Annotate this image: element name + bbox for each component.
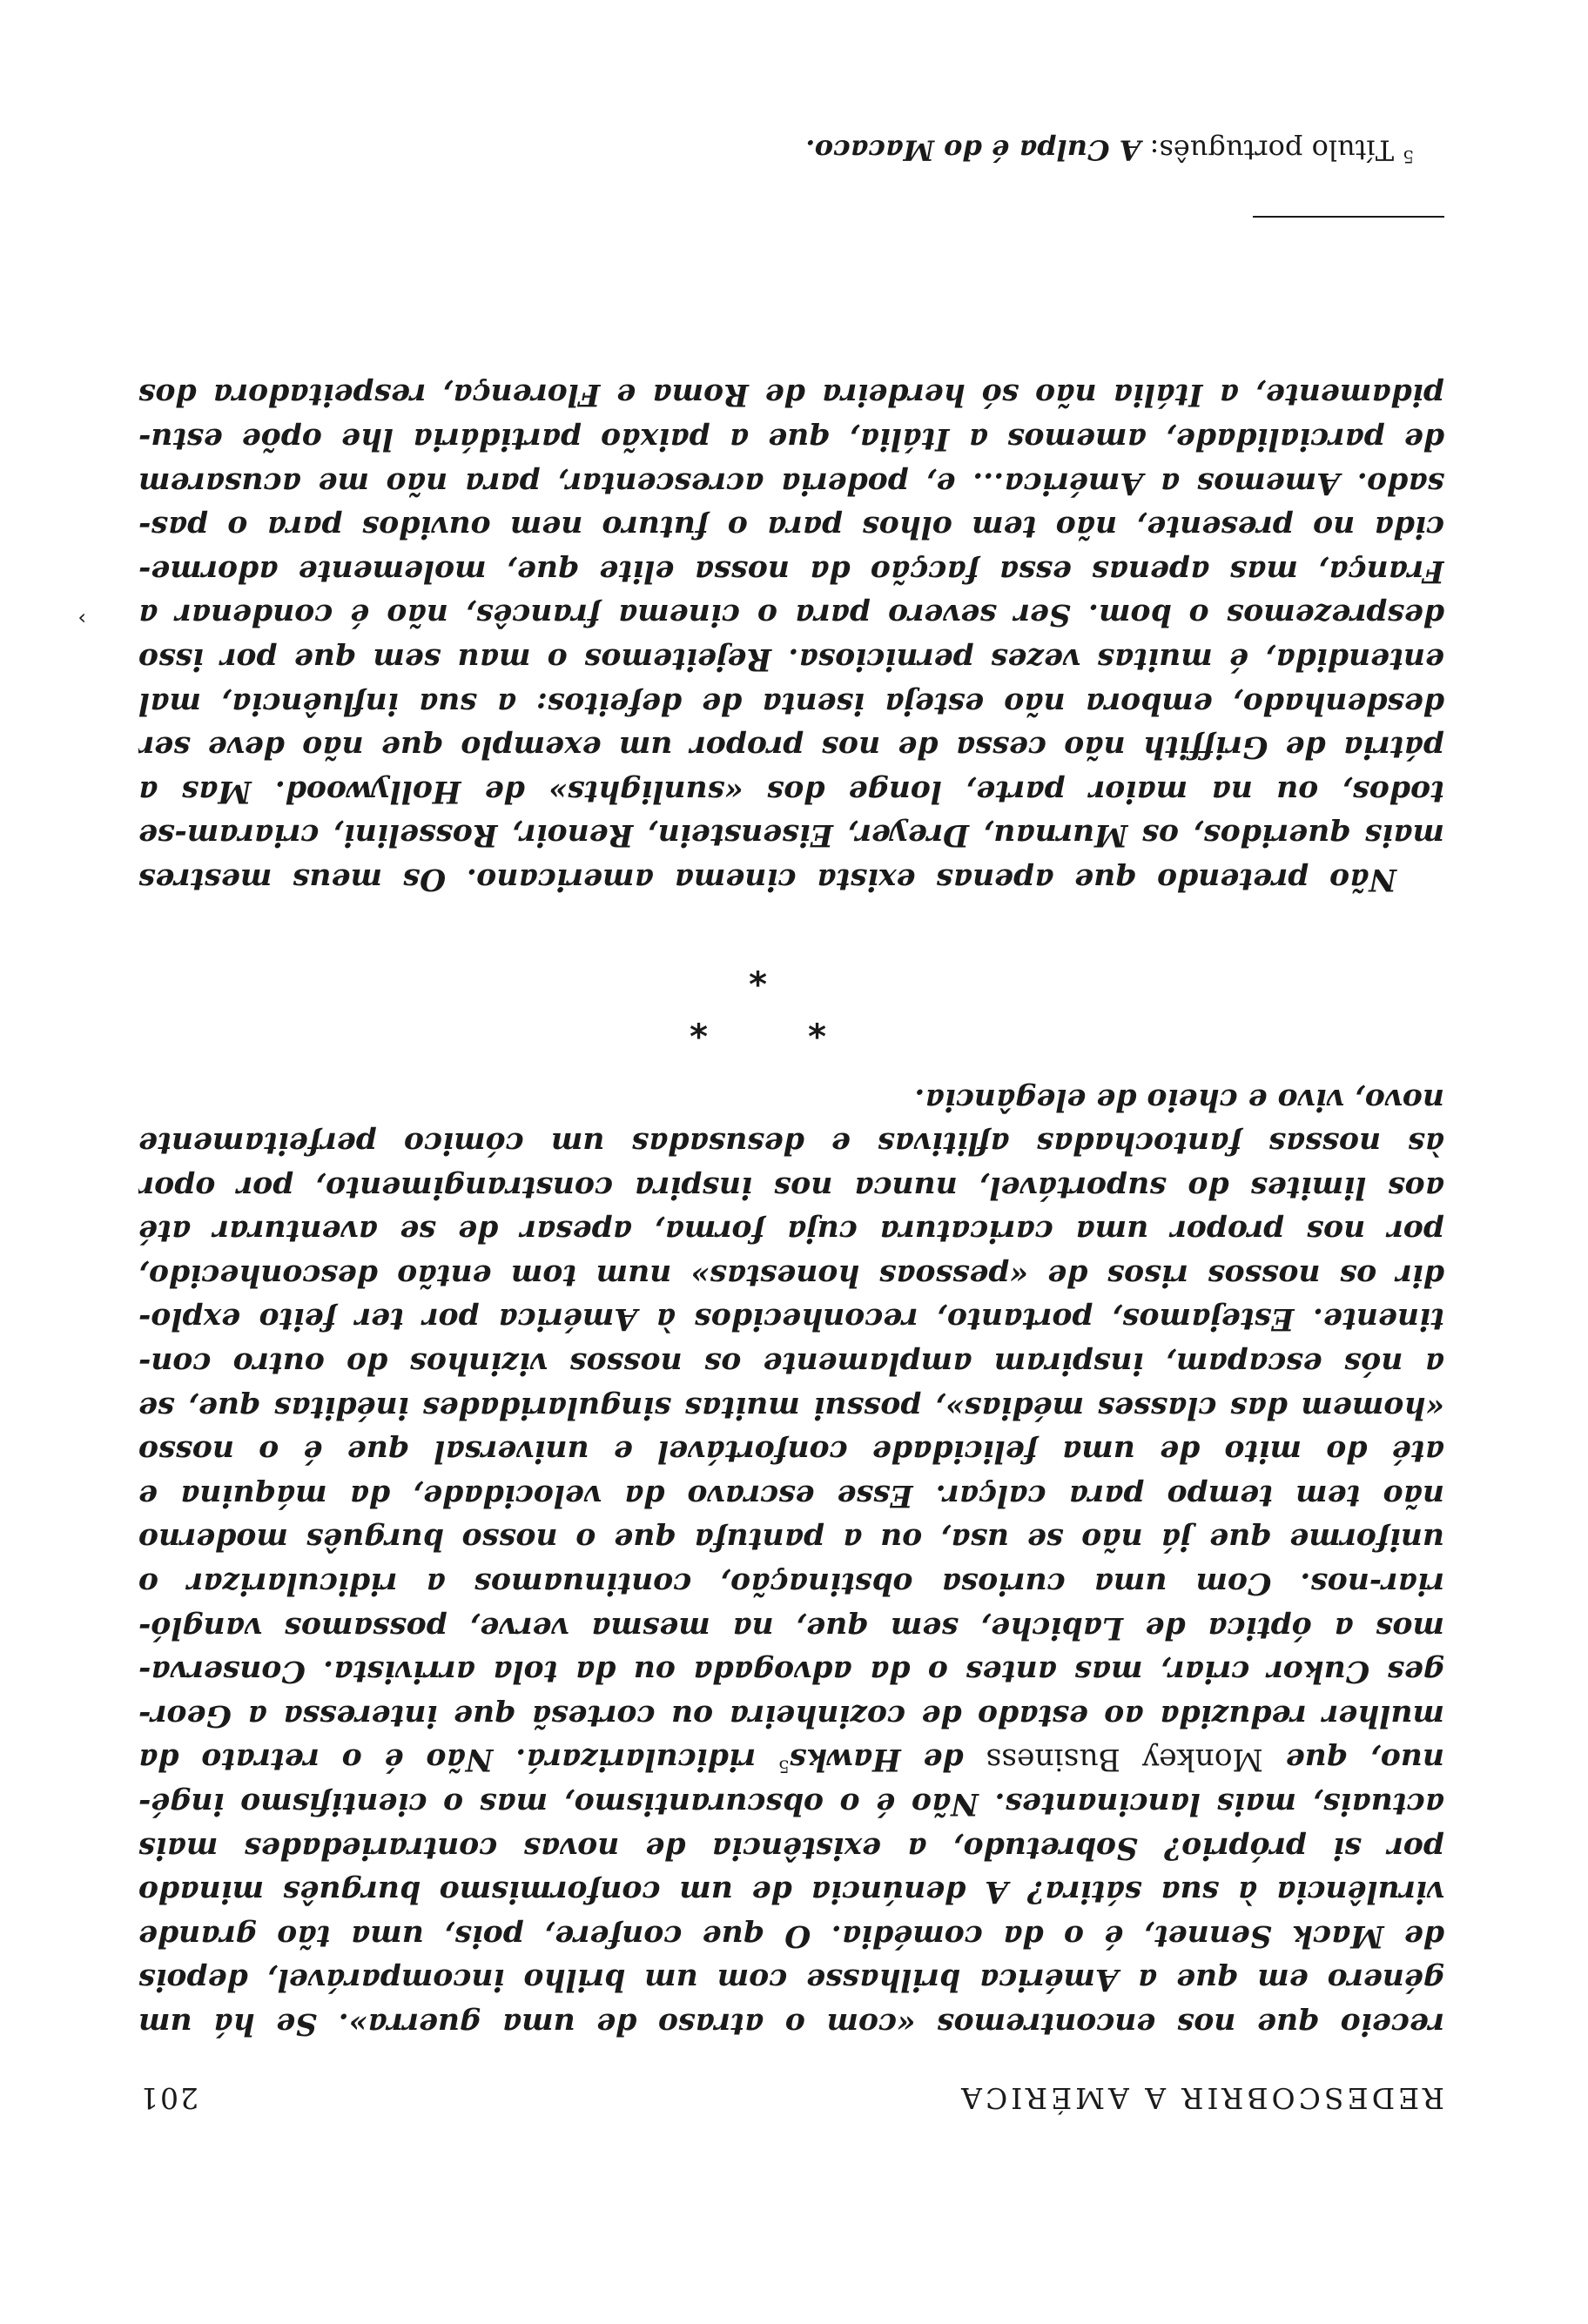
text-line: receio que nos encontremos «com o atraso de uma guerra». Se há um	[138, 2006, 1444, 2041]
paragraph-1	[138, 1077, 1444, 2045]
body-text	[138, 373, 1444, 2045]
text-line-with-footnote: nuo, que Monkey Business de Hawks$^5$ ridicularizará. Não é o retrato da	[138, 1742, 1444, 1777]
footnote-reference: 5	[778, 1756, 790, 1777]
text-line: pidamente, a Itália não só herdeira de Roma e Florença, respeitadora dos	[138, 377, 1444, 413]
text-line: não tem tempo para calçar. Esse escravo da velocidade, da máquina e	[138, 1477, 1444, 1513]
text-line: virulência à sua sátira? A denúncia de um conformismo burguês minado	[138, 1874, 1444, 1910]
asterism-star: *	[808, 1004, 826, 1044]
film-title-upright: Monkey Business	[986, 1742, 1263, 1777]
text-line: por nos propor uma caricatura cuja forma, apesar de se aventurar até	[138, 1213, 1444, 1249]
footnote-film-title: A Culpa é do Macaco.	[805, 133, 1141, 167]
text-line: «homem das classes médias», possui muitas singularidades inéditas que, se	[138, 1389, 1444, 1425]
text-line: desdenhado, embora não esteja isenta de defeitos: a sua influência, mal	[138, 685, 1444, 721]
page-number: 201	[138, 2081, 198, 2115]
text-line: todos, ou na maior parte, longe dos «sunlights» de Hollywood. Mas a	[138, 773, 1444, 809]
text-line: mos a óptica de Labiche, sem que, na mesma verve, possamos vangló-	[138, 1609, 1444, 1645]
footnote-number: 5	[1403, 146, 1414, 167]
text-line: actuais, mais lancinantes. Não é o obscurantismo, mas o cientifismo ingé-	[138, 1786, 1444, 1822]
footnote	[805, 132, 1414, 174]
section-break-asterism	[138, 937, 1444, 1042]
text-line: ges Cukor criar, mas antes o da advogada ou da tola arrivista. Conserva-	[138, 1654, 1444, 1689]
text-line: França, mas apenas essa facção da nossa elite que, molemente adorme-	[138, 553, 1444, 588]
text-line: mulher reduzida ao estado de cozinheira ou cortesã que interessa a Geor-	[138, 1697, 1444, 1733]
text-line: mais queridos, os Murnau, Dreyer, Eisenstein, Renoir, Rosselini, criaram-se	[138, 817, 1444, 853]
text-line: uniforme que já não se usa, ou a pantufa que o nosso burguês moderno	[138, 1521, 1444, 1557]
text-line: tinente. Estejamos, portanto, reconhecidos à América por ter feito explo-	[138, 1301, 1444, 1337]
text-line: dir os nossos risos de «pessoas honestas» num tom então desconhecido,	[138, 1257, 1444, 1293]
running-head-title: REDESCOBRIR A AMÉRICA	[958, 2081, 1444, 2115]
text-line: aos limites do suportável, nunca nos inspira constrangimento, por opor	[138, 1169, 1444, 1205]
text-line: às nossas fantochadas aflitivas e desusadas um cómico perfeitamente	[138, 1125, 1444, 1161]
text-line: a nós escapam, inspiram amplamente os nossos vizinhos do outro con-	[138, 1346, 1444, 1381]
paragraph-2	[138, 373, 1444, 901]
text-line: entendida, é muitas vezes perniciosa. Rejeitemos o mau sem que por isso	[138, 641, 1444, 676]
text-line: género em que a América brilhasse com um brilho incomparável, depois	[138, 1962, 1444, 1998]
text-line: cida no presente, não tem olhos para o futuro nem ouvidos para o pas-	[138, 509, 1444, 545]
text-line: de Mack Sennet, é o da comédia. O que confere, pois, uma tão grande	[138, 1918, 1444, 1953]
text-line: Não pretendo que apenas exista cinema americano. Os meus mestres	[138, 861, 1396, 897]
text-line: riar-nos. Com uma curiosa obstinação, continuamos a ridicularizar o	[138, 1566, 1444, 1602]
text-line: até do mito de uma felicidade confortável e universal que é o nosso	[138, 1434, 1444, 1469]
asterism-star: *	[749, 951, 767, 992]
text-line: por si próprio? Sobretudo, a existência de novas contrariedades mais	[138, 1830, 1444, 1865]
text-line: sado. Amemos a América... e, poderia acrescentar, para não me acusarem	[138, 465, 1444, 500]
text-line: pátria de Griffith não cessa de nos propor um exemplo que não deve ser	[138, 729, 1444, 765]
margin-mark: ›	[77, 607, 86, 631]
text-line: desprezemos o bom. Ser severo para o cinema francês, não é condenar a	[138, 597, 1444, 633]
running-head	[138, 2063, 1444, 2115]
asterism-star: *	[690, 1004, 708, 1044]
footnote-rule	[1253, 216, 1444, 218]
text-line: novo, vivo e cheio de elegância.	[914, 1081, 1444, 1117]
text-line: de parcialidade, amemos a Itália, que a paixão partidária lhe opõe estu-	[138, 421, 1444, 456]
footnote-label: Título português:	[1141, 133, 1395, 167]
